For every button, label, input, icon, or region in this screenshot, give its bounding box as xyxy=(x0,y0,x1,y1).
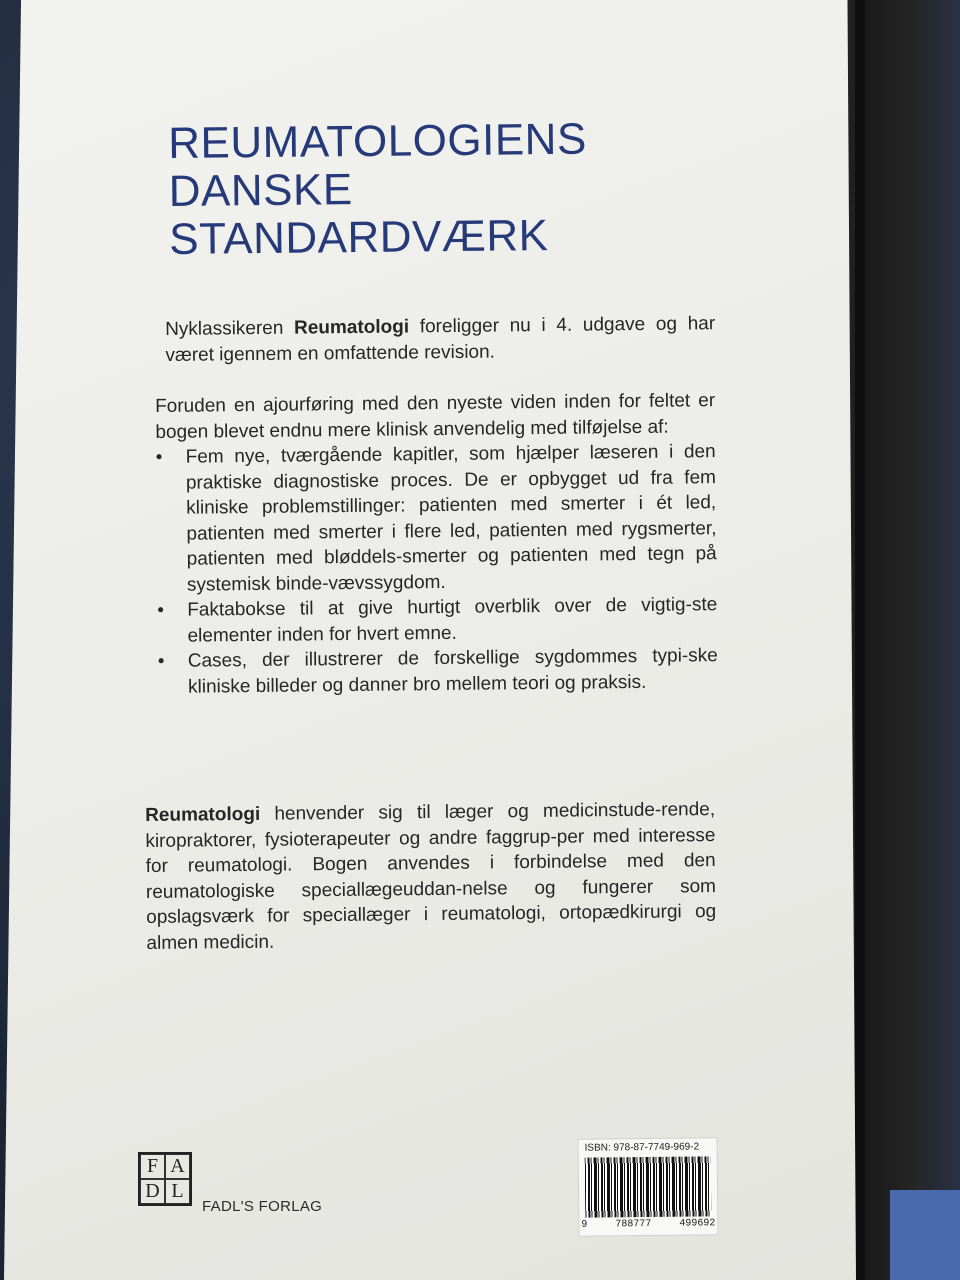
barcode-digits xyxy=(581,1218,715,1230)
intro-prefix: Nyklassikeren xyxy=(165,317,295,340)
audience-text: henvender sig til læger og medicinstude-rende, kiropraktorer, fysioterapeuter og andre faggrup-per med interesse for reumatologi. Bogen anvendes i forbindelse med den reumatologiske speciallægeuddan-nelse og fungerer som opslagsværk for speciallæger i reumatologi, ortopædkirurgi og almen medicin. xyxy=(145,799,717,954)
logo-letter: F xyxy=(140,1154,165,1179)
feature-item: • Cases, der illustrerer de forskellige sygdommes typi-ske kliniske billeder og danner bro mellem teori og praksis. xyxy=(158,643,719,700)
audience-book-name: Reumatologi xyxy=(145,803,261,826)
logo-letter: A xyxy=(165,1154,190,1179)
barcode-digit-group: 499692 xyxy=(679,1218,716,1230)
logo-letter: L xyxy=(165,1179,190,1204)
barcode-bars xyxy=(585,1156,712,1217)
intro-suffix: foreligger nu i 4. udgave og har været igennem en omfattende revision. xyxy=(165,313,716,366)
audience-paragraph xyxy=(145,797,717,956)
book-title xyxy=(168,116,588,264)
feature-item: • Faktabokse til at give hurtigt overblik over de vigtig-ste elementer inden for hvert emne. xyxy=(157,592,718,649)
barcode-digit-group: 788777 xyxy=(615,1218,652,1231)
intro-paragraph xyxy=(165,311,716,368)
intro-book-name: Reumatologi xyxy=(293,316,410,339)
features-list xyxy=(156,439,719,700)
barcode-digit-group: 9 xyxy=(581,1219,588,1231)
logo-letter: D xyxy=(140,1179,165,1204)
features-lead: Foruden en ajourføring med den nyeste viden inden for feltet er bogen blevet endnu mere klinisk anvendelig med tilføjelse af: xyxy=(155,390,716,443)
title-line-2: DANSKE xyxy=(168,165,353,216)
title-line-1: REUMATOLOGIENS xyxy=(167,114,588,168)
isbn-text: ISBN: 978-87-7749-969-2 xyxy=(584,1141,700,1154)
features-section xyxy=(155,388,718,700)
title-line-3: STANDARDVÆRK xyxy=(168,211,549,264)
publisher-logo xyxy=(138,1152,192,1206)
barcode-label xyxy=(577,1137,718,1236)
feature-item: • Fem nye, tværgående kapitler, som hjælper læseren i den praktiske diagnostiske proces. De er opbygget ud fra fem kliniske problemstillinger: patienten med smerter i ét led, patienten med smerter i flere led, patienten med rygsmerter, patienten med bløddels-smerter og patienten med tegn på systemisk binde-vævssygdom. xyxy=(156,439,718,598)
publisher-name: FADL'S FORLAG xyxy=(202,1198,323,1215)
